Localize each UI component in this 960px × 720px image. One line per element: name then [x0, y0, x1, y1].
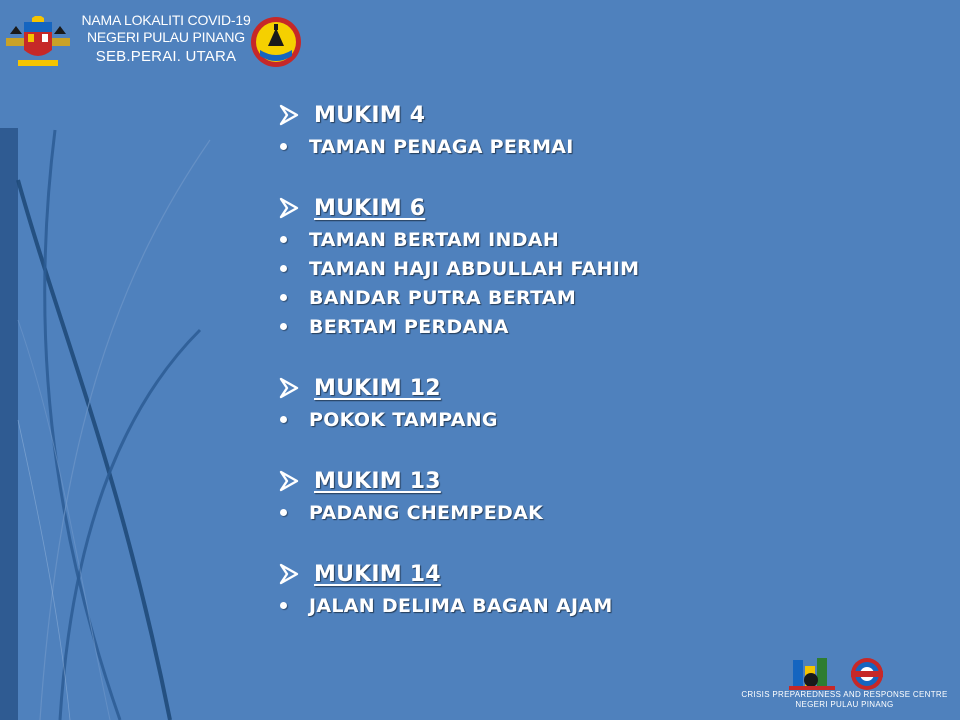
header	[6, 8, 306, 74]
list-item	[278, 283, 838, 312]
mukim-title: MUKIM 6	[314, 195, 426, 221]
mukim-title: MUKIM 14	[314, 561, 441, 587]
list-item	[278, 254, 838, 283]
list-item-label: BANDAR PUTRA BERTAM	[309, 286, 577, 309]
footer-line-2: NEGERI PULAU PINANG	[795, 700, 894, 709]
bullet-icon	[280, 323, 287, 330]
list-item	[278, 591, 838, 620]
header-title-block	[76, 12, 256, 66]
list-item-label: TAMAN HAJI ABDULLAH FAHIM	[309, 257, 640, 280]
list-item-label: BERTAM PERDANA	[309, 315, 509, 338]
list-item-label: TAMAN PENAGA PERMAI	[309, 135, 574, 158]
mukim-section	[278, 371, 838, 434]
list-item	[278, 405, 838, 434]
arrow-chevron-icon	[278, 470, 300, 492]
cprc-logos-icon	[787, 656, 897, 692]
mukim-section	[278, 557, 838, 620]
arrow-chevron-icon	[278, 197, 300, 219]
list-item-label: PADANG CHEMPEDAK	[309, 501, 544, 524]
bullet-icon	[280, 416, 287, 423]
bullet-icon	[280, 509, 287, 516]
mukim-title: MUKIM 13	[314, 468, 441, 494]
arrow-chevron-icon	[278, 377, 300, 399]
list-item-label: TAMAN BERTAM INDAH	[309, 228, 560, 251]
list-item	[278, 498, 838, 527]
footer-text	[737, 690, 952, 710]
header-line-1: NAMA LOKALITI COVID-19	[81, 12, 251, 28]
header-line-3: SEB.PERAI. UTARA	[95, 47, 237, 65]
mukim-title: MUKIM 12	[314, 375, 441, 401]
list-item	[278, 312, 838, 341]
mukim-section	[278, 98, 838, 161]
arrow-chevron-icon	[278, 104, 300, 126]
footer	[737, 656, 952, 716]
list-item-label: POKOK TAMPANG	[309, 408, 498, 431]
footer-line-1: CRISIS PREPAREDNESS AND RESPONSE CENTRE	[741, 690, 948, 699]
penang-state-logo-icon	[250, 16, 302, 68]
mukim-title: MUKIM 4	[314, 102, 426, 128]
list-item	[278, 132, 838, 161]
list-item-label: JALAN DELIMA BAGAN AJAM	[309, 594, 613, 617]
arrow-chevron-icon	[278, 563, 300, 585]
malaysia-crest-icon	[6, 16, 70, 70]
header-line-2: NEGERI PULAU PINANG	[86, 28, 245, 45]
bullet-icon	[280, 602, 287, 609]
mukim-section	[278, 191, 838, 341]
bullet-icon	[280, 265, 287, 272]
bullet-icon	[280, 143, 287, 150]
mukim-section	[278, 464, 838, 527]
bullet-icon	[280, 294, 287, 301]
locality-list	[278, 98, 838, 650]
decorative-curves	[0, 0, 300, 720]
list-item	[278, 225, 838, 254]
bullet-icon	[280, 236, 287, 243]
